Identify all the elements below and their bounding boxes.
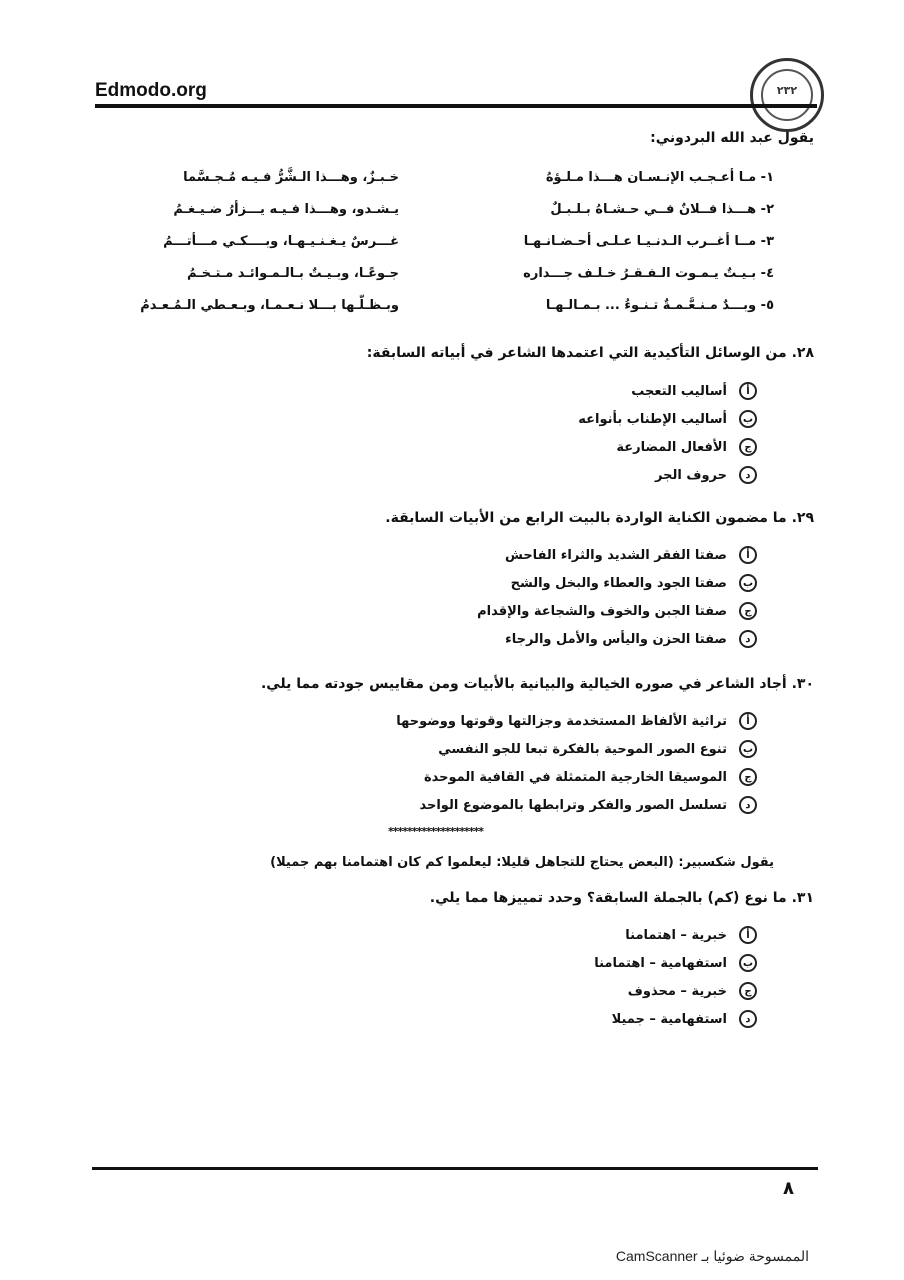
option-letter: د — [739, 796, 757, 814]
verse-1-first-half: ١- مـا أعـجـب الإنـسـان هـــذا مـلـؤهُ — [545, 170, 774, 185]
option-text: صفتا الفقر الشديد والثراء الفاحش — [504, 547, 727, 563]
option-letter: ج — [739, 438, 757, 456]
q29-option-d[interactable] — [505, 630, 757, 648]
option-text: تسلسل الصور والفكر وترابطها بالموضوع الواحد — [419, 797, 727, 813]
verse-5-first-half: ٥- وبـــدٌ مـنـعَّـمـةٌ تـنـوءُ ... بـمـالـهـا — [545, 298, 774, 313]
verse-2-first-half: ٢- هـــذا فــلانٌ فــي حـشـاهُ بـلـبـلٌ — [550, 202, 774, 217]
option-letter: ب — [739, 574, 757, 592]
question-29: ٢٩. ما مضمون الكناية الواردة بالبيت الرابع من الأبيات السابقة. — [385, 510, 814, 526]
option-letter: د — [739, 630, 757, 648]
option-letter: د — [739, 466, 757, 484]
question-30: ٣٠. أجاد الشاعر في صوره الخيالية والبيانية بالأبيات ومن مقاييس جودته مما يلي. — [260, 676, 814, 692]
q29-option-b[interactable] — [511, 574, 757, 592]
q30-option-d[interactable] — [419, 796, 757, 814]
brand-name: Edmodo.org — [95, 80, 207, 101]
option-text: صفتا الحزن واليأس والأمل والرجاء — [505, 631, 727, 647]
q31-option-d[interactable] — [612, 1010, 757, 1028]
verse-2-second-half: يـشـدو، وهـــذا فـيـه يـــزأرُ ضـيـغـمُ — [173, 202, 399, 217]
option-letter: أ — [739, 712, 757, 730]
q28-option-c[interactable] — [616, 438, 757, 456]
logo-mark: ٢٣٢ — [776, 84, 798, 97]
footer-rule — [92, 1167, 818, 1170]
option-letter: أ — [739, 382, 757, 400]
option-letter: ب — [739, 740, 757, 758]
verse-4-first-half: ٤- بـيـتٌ يـمـوت الـفـقـرُ خـلـف جـــداره — [523, 266, 774, 281]
option-text: تنوع الصور الموحية بالفكرة تبعا للجو النفسي — [438, 741, 727, 757]
option-text: خبرية – اهتمامنا — [625, 927, 727, 943]
option-text: حروف الجر — [655, 467, 727, 483]
option-text: استفهامية – جميلا — [611, 1011, 727, 1027]
q30-option-a[interactable] — [396, 712, 757, 730]
option-letter: ج — [739, 602, 757, 620]
q31-option-a[interactable] — [625, 926, 757, 944]
verse-5-second-half: وبـظـلّـها بـــلا نـعـمـا، وبـعـطي الـمُـعـدمُ — [140, 298, 399, 313]
page-number: ٨ — [783, 1178, 794, 1199]
poem-intro: يقول عبد الله البردوني: — [650, 130, 814, 146]
question-28: ٢٨. من الوسائل التأكيدية التي اعتمدها الشاعر في أبياته السابقة: — [366, 345, 814, 361]
option-letter: د — [739, 1010, 757, 1028]
option-letter: ب — [739, 410, 757, 428]
option-letter: ج — [739, 768, 757, 786]
q29-option-a[interactable] — [505, 546, 757, 564]
ministry-logo — [750, 58, 824, 132]
logo-inner-ring — [761, 69, 813, 121]
option-text: صفتا الجبن والخوف والشجاعة والإقدام — [477, 603, 727, 619]
verse-4-second-half: جـوعًـا، وبـيـتٌ بـالـمـوائـد مـتـخـمُ — [187, 266, 399, 281]
option-letter: أ — [739, 546, 757, 564]
option-text: الموسيقا الخارجية المتمثلة في القافية الموحدة — [423, 769, 727, 785]
option-letter: ج — [739, 982, 757, 1000]
option-letter: أ — [739, 926, 757, 944]
q31-option-c[interactable] — [628, 982, 757, 1000]
option-text: صفتا الجود والعطاء والبخل والشح — [510, 575, 727, 591]
star-separator: ******************** — [388, 825, 484, 838]
q28-option-b[interactable] — [578, 410, 757, 428]
shakespeare-quote: يقول شكسبير: (البعض يحتاج للتجاهل قليلا: ليعلموا كم كان اهتمامنا بهم جميلا) — [270, 855, 774, 870]
question-31: ٣١. ما نوع (كم) بالجملة السابقة؟ وحدد تمييزها مما يلي. — [429, 890, 814, 906]
header-rule — [95, 104, 817, 108]
verse-1-second-half: خـبـزٌ، وهـــذا الـشَّرُّ فـيـه مُـجـسَّما — [183, 170, 399, 185]
q28-option-a[interactable] — [631, 382, 757, 400]
option-text: استفهامية – اهتمامنا — [594, 955, 727, 971]
option-text: أساليب الإطناب بأنواعه — [578, 411, 727, 427]
q28-option-d[interactable] — [655, 466, 757, 484]
q30-option-c[interactable] — [424, 768, 757, 786]
verse-3-first-half: ٣- مــا أغــرب الـدنـيـا عـلـى أحـضـانـهـا — [523, 234, 774, 249]
option-text: خبرية – محذوف — [627, 983, 727, 999]
verse-3-second-half: غـــرسٌ يـغـنـيـهـا، وبــــكـي مـــأتـــمُ — [163, 234, 399, 249]
option-text: أساليب التعجب — [631, 383, 727, 399]
option-text: تراثية الألفاظ المستخدمة وجزالتها وقوتها ووضوحها — [396, 713, 727, 729]
option-letter: ب — [739, 954, 757, 972]
q31-option-b[interactable] — [594, 954, 757, 972]
q30-option-b[interactable] — [438, 740, 757, 758]
camscanner-note: الممسوحة ضوئيا بـ CamScanner — [615, 1248, 809, 1264]
q29-option-c[interactable] — [477, 602, 757, 620]
option-text: الأفعال المضارعة — [616, 439, 727, 455]
